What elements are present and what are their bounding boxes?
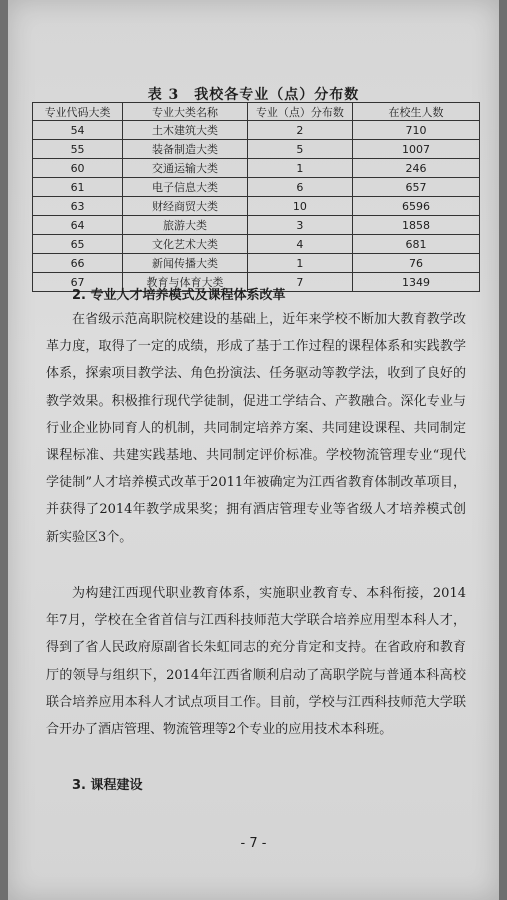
cell-category: 电子信息大类	[123, 178, 248, 197]
cell-category: 旅游大类	[123, 216, 248, 235]
cell-count: 2	[247, 121, 352, 140]
cell-count: 7	[247, 273, 352, 292]
table-header-row	[33, 103, 480, 121]
table-row	[33, 178, 480, 197]
cell-code: 66	[33, 254, 123, 273]
header-student-count: 在校生人数	[352, 103, 479, 121]
cell-category: 财经商贸大类	[123, 197, 248, 216]
table-row	[33, 140, 480, 159]
cell-code: 63	[33, 197, 123, 216]
cell-students: 1858	[352, 216, 479, 235]
major-distribution-table	[32, 102, 480, 292]
page-number: - 7 -	[240, 836, 267, 851]
cell-category: 装备制造大类	[123, 140, 248, 159]
cell-students: 1007	[352, 140, 479, 159]
cell-students: 710	[352, 121, 479, 140]
cell-count: 5	[247, 140, 352, 159]
document-page	[8, 0, 499, 900]
table-row	[33, 159, 480, 178]
cell-code: 64	[33, 216, 123, 235]
cell-category: 教育与体育大类	[123, 273, 248, 292]
table-row	[33, 197, 480, 216]
paragraph-vocational-bachelor: 为构建江西现代职业教育体系，实施职业教育专、本科衔接，2014年7月，学校在全省首信与江西科技师范大学联合培养应用型本科人才，得到了省人民政府原副省长朱虹同志的充分肯定和支持。在省政府和教育厅的领导与组织下，2014年江西省顺利启动了高职学院与普通本科高校联合培养应用本科人才试点项目工作。目前，学校与江西科技师范大学联合开办了酒店管理、物流管理等2个专业的应用技术本科班。	[46, 586, 466, 738]
cell-category: 文化艺术大类	[123, 235, 248, 254]
cell-code: 61	[33, 178, 123, 197]
table-row	[33, 216, 480, 235]
table-row	[33, 121, 480, 140]
cell-category: 新闻传播大类	[123, 254, 248, 273]
cell-code: 54	[33, 121, 123, 140]
cell-count: 6	[247, 178, 352, 197]
cell-students: 657	[352, 178, 479, 197]
table-row	[33, 254, 480, 273]
cell-count: 3	[247, 216, 352, 235]
table-row	[33, 235, 480, 254]
table-title: 表 3 我校各专业（点）分布数	[147, 87, 360, 103]
cell-count: 1	[247, 159, 352, 178]
section-heading-training-model: 2. 专业人才培养模式及课程体系改革	[72, 288, 286, 303]
cell-students: 6596	[352, 197, 479, 216]
cell-count: 4	[247, 235, 352, 254]
header-major-category: 专业大类名称	[123, 103, 248, 121]
cell-students: 681	[352, 235, 479, 254]
header-major-code: 专业代码大类	[33, 103, 123, 121]
cell-students: 246	[352, 159, 479, 178]
cell-code: 67	[33, 273, 123, 292]
cell-students: 76	[352, 254, 479, 273]
cell-code: 55	[33, 140, 123, 159]
cell-code: 60	[33, 159, 123, 178]
cell-category: 交通运输大类	[123, 159, 248, 178]
section-heading-course-construction: 3. 课程建设	[72, 778, 143, 793]
header-major-count: 专业（点）分布数	[247, 103, 352, 121]
cell-code: 65	[33, 235, 123, 254]
cell-students: 1349	[352, 273, 479, 292]
cell-count: 1	[247, 254, 352, 273]
paragraph-teaching-reform: 在省级示范高职院校建设的基础上，近年来学校不断加大教育教学改革力度，取得了一定的成绩，形成了基于工作过程的课程体系和实践教学体系，探索项目教学法、角色扮演法、任务驱动等教学法，收到了良好的教学效果。积极推行现代学徒制，促进工学结合、产教融合。深化专业与行业企业协同育人的机制，共同制定培养方案、共同建设课程、共同制定课程标准、共建实践基地、共同制定评价标准。学校物流管理专业“现代学徒制”人才培养模式改革于2011年被确定为江西省教育体制改革项目，并获得了2014年教学成果奖；拥有酒店管理专业等省级人才培养模式创新实验区3个。	[46, 312, 466, 545]
cell-count: 10	[247, 197, 352, 216]
cell-category: 土木建筑大类	[123, 121, 248, 140]
